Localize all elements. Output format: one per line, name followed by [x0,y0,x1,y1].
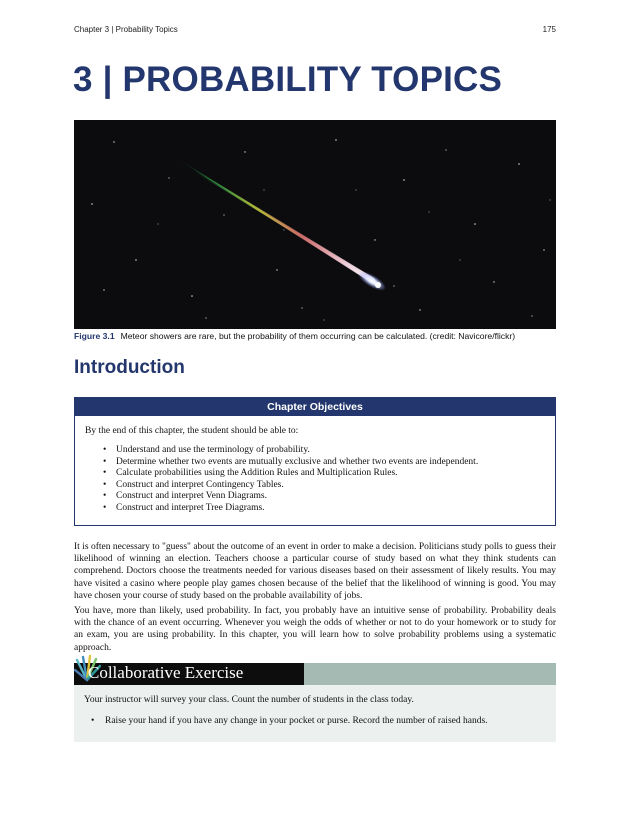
objective-item: • Construct and interpret Contingency Tables. [99,480,478,492]
objective-item: • Calculate probabilities using the Addition Rules and Multiplication Rules. [99,468,478,480]
figure-caption-text: Meteor showers are rare, but the probability of them occurring can be calculated. (credit: Navicore/flickr) [120,331,516,341]
collaborative-intro: Your instructor will survey your class. Count the number of students in the class today. [84,695,414,705]
chapter-objectives-box [74,397,556,526]
chapter-title: 3 | PROBABILITY TOPICS [73,60,503,99]
objective-item: • Construct and interpret Venn Diagrams. [99,491,478,503]
introduction-heading: Introduction [74,357,185,378]
body-paragraph: You have, more than likely, used probability. In fact, you probably have an intuitive sense of probability. Probability deals with the chance of an event occurring. Whenever you weigh the odds of whether or not to do your homework or to study for an exam, you are using probability. In this chapter, you will learn how to solve probability problems using a systematic approach. [74,606,556,653]
figure-label: Figure 3.1 [74,331,115,341]
collaborative-item: • Raise your hand if you have any change in your pocket or purse. Record the number of raised hands. [91,716,488,726]
objective-item: • Understand and use the terminology of probability. [99,445,478,457]
page-number: 175 [542,25,556,34]
chapter-objectives-heading: Chapter Objectives [75,398,555,416]
meteor-image-drawing [74,120,556,329]
collaborative-exercise-title: Collaborative Exercise [88,663,244,682]
objectives-list [99,445,478,515]
running-header-title: Chapter 3 | Probability Topics [74,25,178,34]
collaborative-exercise-body [74,685,556,742]
figure-caption [74,331,564,341]
objectives-intro: By the end of this chapter, the student should be able to: [85,426,299,436]
meteor-photo [74,120,556,329]
body-paragraph: It is often necessary to "guess" about the outcome of an event in order to make a decision. Politicians study polls to guess their likelihood of winning an election. Teachers choose a particular course of study based on what they think students can comprehend. Doctors choose the treatments needed for various diseases based on their assessment of likely results. You may have visited a casino where people play games chosen because of the belief that the likelihood of winning is good. You may have chosen your course of study based on the probable availability of jobs. [74,542,556,601]
objective-item: • Determine whether two events are mutually exclusive and whether two events are independent. [99,457,478,469]
objective-item: • Construct and interpret Tree Diagrams. [99,503,478,515]
